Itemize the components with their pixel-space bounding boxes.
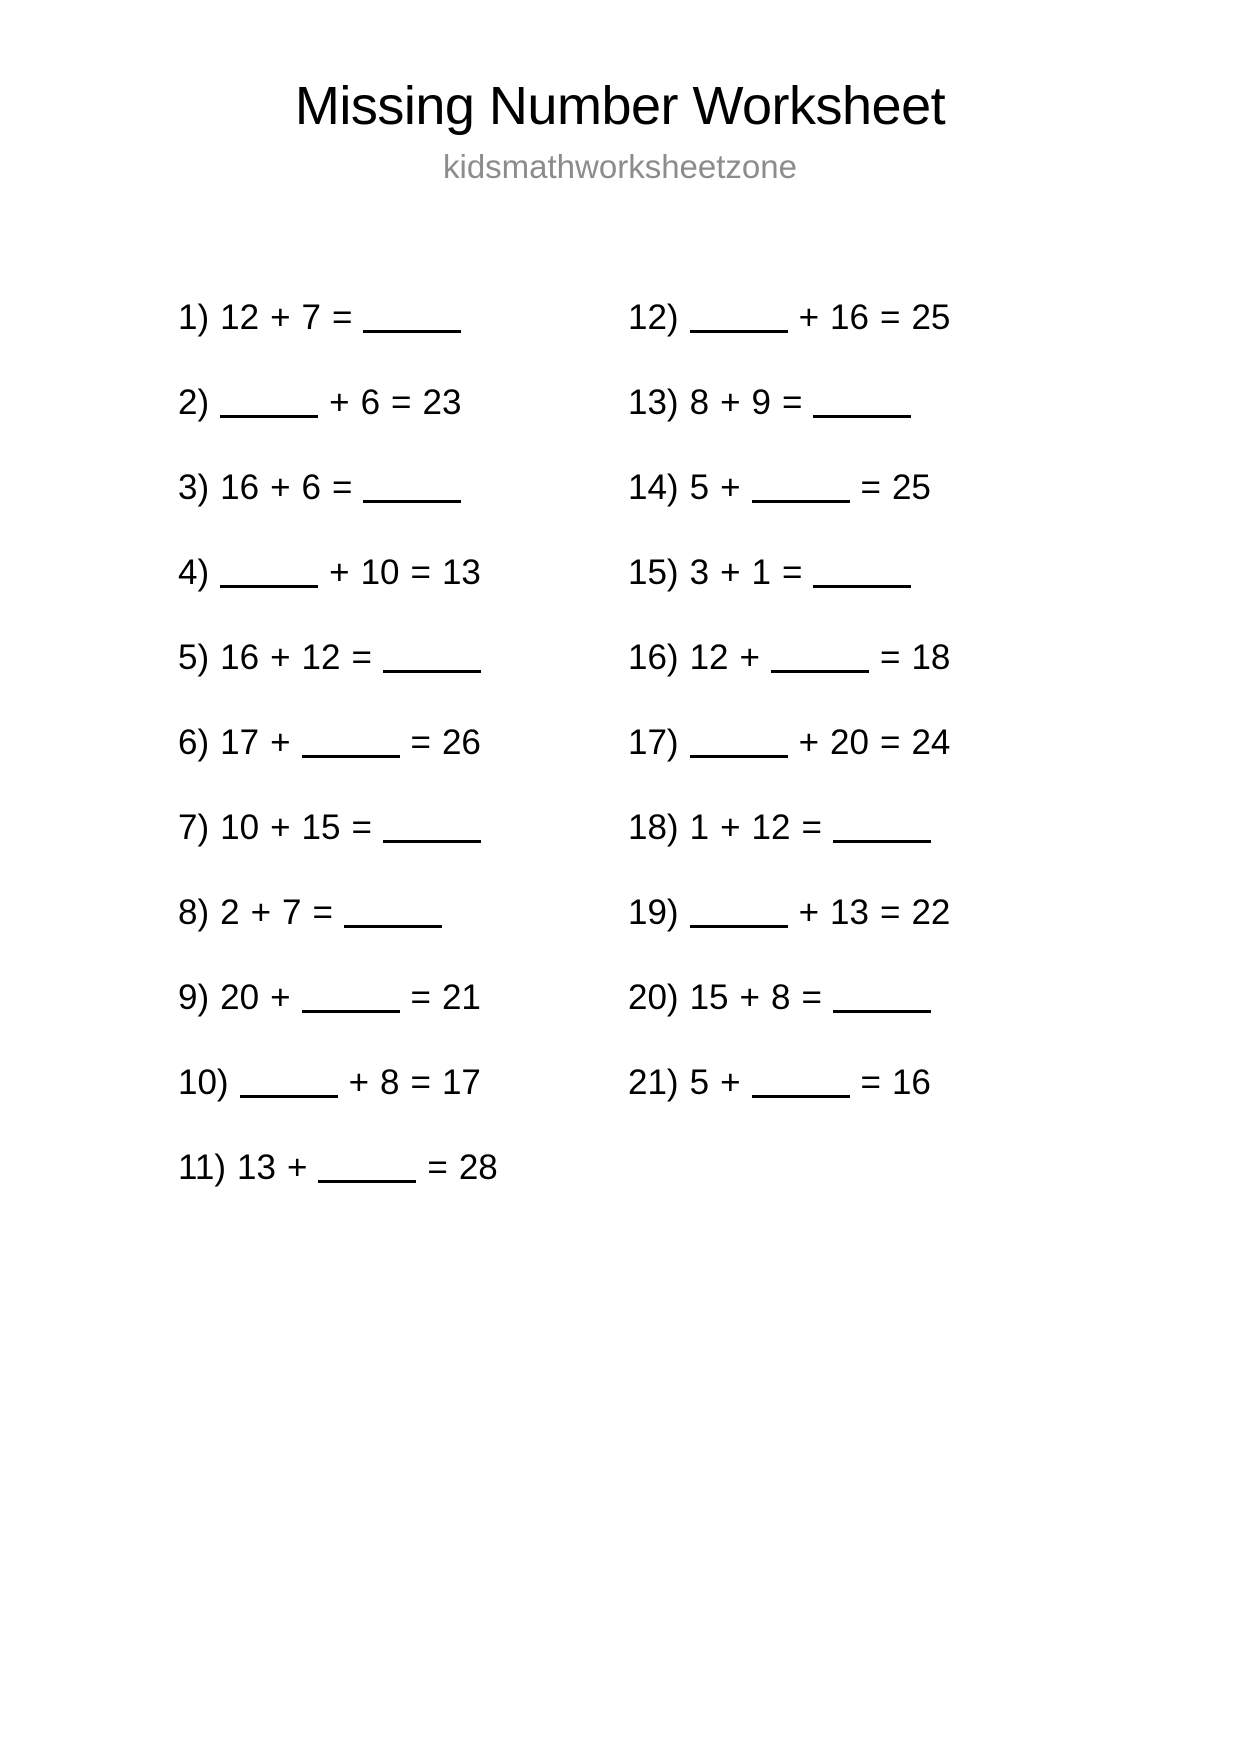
problem-token: 6	[301, 468, 321, 507]
problem-token: +	[270, 298, 291, 337]
problem-token: =	[351, 638, 372, 677]
problem-token: 8	[380, 1063, 400, 1102]
problem-token: 3	[689, 553, 710, 592]
problem-token: 13	[237, 1148, 276, 1187]
problem-number: 21)	[628, 1063, 679, 1102]
problem-token: =	[801, 978, 822, 1017]
problem-token: =	[410, 553, 431, 592]
problem-token: 8	[770, 978, 791, 1017]
answer-blank[interactable]	[771, 644, 869, 673]
problem-token: 13	[830, 893, 869, 932]
answer-blank[interactable]	[220, 559, 318, 588]
problem-token: +	[270, 978, 291, 1017]
problem-row	[178, 470, 628, 555]
answer-blank[interactable]	[383, 644, 481, 673]
problem-number: 17)	[628, 723, 679, 762]
problem-number: 16)	[628, 638, 679, 677]
problem-number: 9)	[178, 978, 210, 1017]
problem-row	[178, 300, 628, 385]
problem-token: =	[351, 808, 372, 847]
problem-token: +	[270, 638, 291, 677]
problem-row	[628, 980, 1078, 1065]
problem-row	[628, 385, 1078, 470]
problem-token: =	[860, 468, 881, 507]
problem-token: 28	[458, 1148, 498, 1187]
problem-token: =	[410, 723, 431, 762]
problem-token: 13	[441, 553, 481, 592]
problem-token: +	[286, 1148, 308, 1187]
answer-blank[interactable]	[690, 304, 788, 333]
problem-token: +	[739, 978, 760, 1017]
problem-token: 1	[689, 808, 710, 847]
problem-token: =	[427, 1148, 448, 1187]
problem-token: +	[739, 638, 760, 677]
problem-number: 15)	[628, 553, 679, 592]
answer-blank[interactable]	[752, 474, 850, 503]
problem-token: +	[798, 723, 820, 762]
problem-number: 4)	[178, 553, 210, 592]
problem-number: 5)	[178, 638, 210, 677]
problem-token: =	[410, 978, 431, 1017]
problem-token: =	[879, 298, 901, 337]
answer-blank[interactable]	[383, 814, 481, 843]
problem-token: =	[781, 383, 803, 422]
problem-token: +	[270, 468, 291, 507]
problem-row	[628, 810, 1078, 895]
problem-token: =	[879, 638, 901, 677]
problem-token: 16	[220, 638, 260, 677]
problem-token: 12	[751, 808, 791, 847]
answer-blank[interactable]	[302, 984, 400, 1013]
problem-token: 16	[830, 298, 869, 337]
answer-blank[interactable]	[690, 899, 788, 928]
problem-row	[628, 895, 1078, 980]
problem-token: +	[270, 723, 291, 762]
problem-token: 15	[689, 978, 729, 1017]
problem-token: 25	[911, 298, 951, 337]
page-title: Missing Number Worksheet	[294, 76, 946, 136]
problem-token: +	[329, 553, 350, 592]
answer-blank[interactable]	[344, 899, 442, 928]
problem-token: +	[270, 808, 291, 847]
problem-token: 1	[751, 553, 771, 592]
answer-blank[interactable]	[363, 474, 461, 503]
problem-number: 14)	[628, 468, 679, 507]
problem-number: 1)	[178, 298, 210, 337]
problem-token: 17	[220, 723, 260, 762]
problem-number: 19)	[628, 893, 679, 932]
problem-token: 16	[220, 468, 260, 507]
problem-row	[628, 300, 1078, 385]
problem-number: 8)	[178, 893, 210, 932]
answer-blank[interactable]	[752, 1069, 850, 1098]
problem-token: =	[801, 808, 822, 847]
answer-blank[interactable]	[240, 1069, 338, 1098]
answer-blank[interactable]	[813, 559, 911, 588]
problem-row	[178, 640, 628, 725]
problem-token: 10	[360, 553, 400, 592]
problem-number: 2)	[178, 383, 210, 422]
problem-token: 2	[220, 893, 240, 932]
worksheet-header	[0, 0, 1240, 185]
right-column	[628, 300, 1078, 1150]
problem-token: 17	[441, 1063, 481, 1102]
problem-token: 6	[360, 383, 381, 422]
problem-token: +	[720, 468, 741, 507]
problem-token: =	[312, 893, 333, 932]
problem-token: 22	[911, 893, 951, 932]
problem-token: =	[781, 553, 803, 592]
problem-number: 11)	[178, 1148, 226, 1187]
problem-token: 23	[422, 383, 462, 422]
problem-token: +	[720, 808, 741, 847]
problem-token: 9	[751, 383, 771, 422]
problem-row	[628, 725, 1078, 810]
problem-list	[0, 300, 1240, 1235]
answer-blank[interactable]	[833, 984, 931, 1013]
problem-token: =	[331, 468, 353, 507]
problem-token: +	[720, 1063, 741, 1102]
problem-row	[178, 555, 628, 640]
problem-number: 20)	[628, 978, 679, 1017]
problem-token: 15	[301, 808, 341, 847]
problem-token: 7	[301, 298, 321, 337]
problem-token: 5	[689, 468, 710, 507]
problem-token: 21	[441, 978, 481, 1017]
problem-token: 20	[220, 978, 260, 1017]
problem-row	[628, 470, 1078, 555]
problem-row	[178, 725, 628, 810]
problem-row	[178, 810, 628, 895]
problem-token: 20	[830, 723, 869, 762]
problem-token: +	[329, 383, 350, 422]
problem-number: 12)	[628, 298, 679, 337]
problem-number: 6)	[178, 723, 210, 762]
problem-row	[178, 1150, 628, 1235]
problem-token: +	[798, 893, 820, 932]
problem-token: 16	[891, 1063, 931, 1102]
problem-token: 18	[911, 638, 951, 677]
problem-token: 12	[220, 298, 260, 337]
problem-number: 13)	[628, 383, 679, 422]
problem-token: +	[348, 1063, 370, 1102]
problem-row	[628, 1065, 1078, 1150]
answer-blank[interactable]	[813, 389, 911, 418]
worksheet-subtitle: kidsmathworksheetzone	[442, 147, 797, 185]
problem-number: 3)	[178, 468, 210, 507]
problem-token: +	[798, 298, 820, 337]
problem-token: 25	[891, 468, 931, 507]
problem-row	[178, 980, 628, 1065]
problem-token: 7	[282, 893, 302, 932]
problem-number: 10)	[178, 1063, 229, 1102]
left-column	[178, 300, 628, 1235]
problem-token: 10	[220, 808, 260, 847]
problem-row	[178, 1065, 628, 1150]
answer-blank[interactable]	[318, 1154, 416, 1183]
problem-token: +	[720, 553, 741, 592]
problem-token: 5	[689, 1063, 710, 1102]
answer-blank[interactable]	[220, 389, 318, 418]
problem-token: =	[331, 298, 353, 337]
problem-token: 12	[689, 638, 729, 677]
problem-row	[178, 895, 628, 980]
problem-number: 18)	[628, 808, 679, 847]
answer-blank[interactable]	[833, 814, 931, 843]
answer-blank[interactable]	[690, 729, 788, 758]
problem-row	[628, 555, 1078, 640]
problem-token: +	[720, 383, 741, 422]
problem-row	[178, 385, 628, 470]
problem-token: 26	[441, 723, 481, 762]
problem-token: 8	[689, 383, 710, 422]
answer-blank[interactable]	[302, 729, 400, 758]
problem-token: =	[879, 893, 901, 932]
problem-token: 12	[301, 638, 341, 677]
problem-token: =	[410, 1063, 431, 1102]
problem-number: 7)	[178, 808, 210, 847]
answer-blank[interactable]	[363, 304, 461, 333]
problem-token: =	[860, 1063, 881, 1102]
problem-token: +	[250, 893, 272, 932]
problem-token: 24	[911, 723, 951, 762]
problem-row	[628, 640, 1078, 725]
problem-token: =	[879, 723, 901, 762]
problem-token: =	[391, 383, 412, 422]
